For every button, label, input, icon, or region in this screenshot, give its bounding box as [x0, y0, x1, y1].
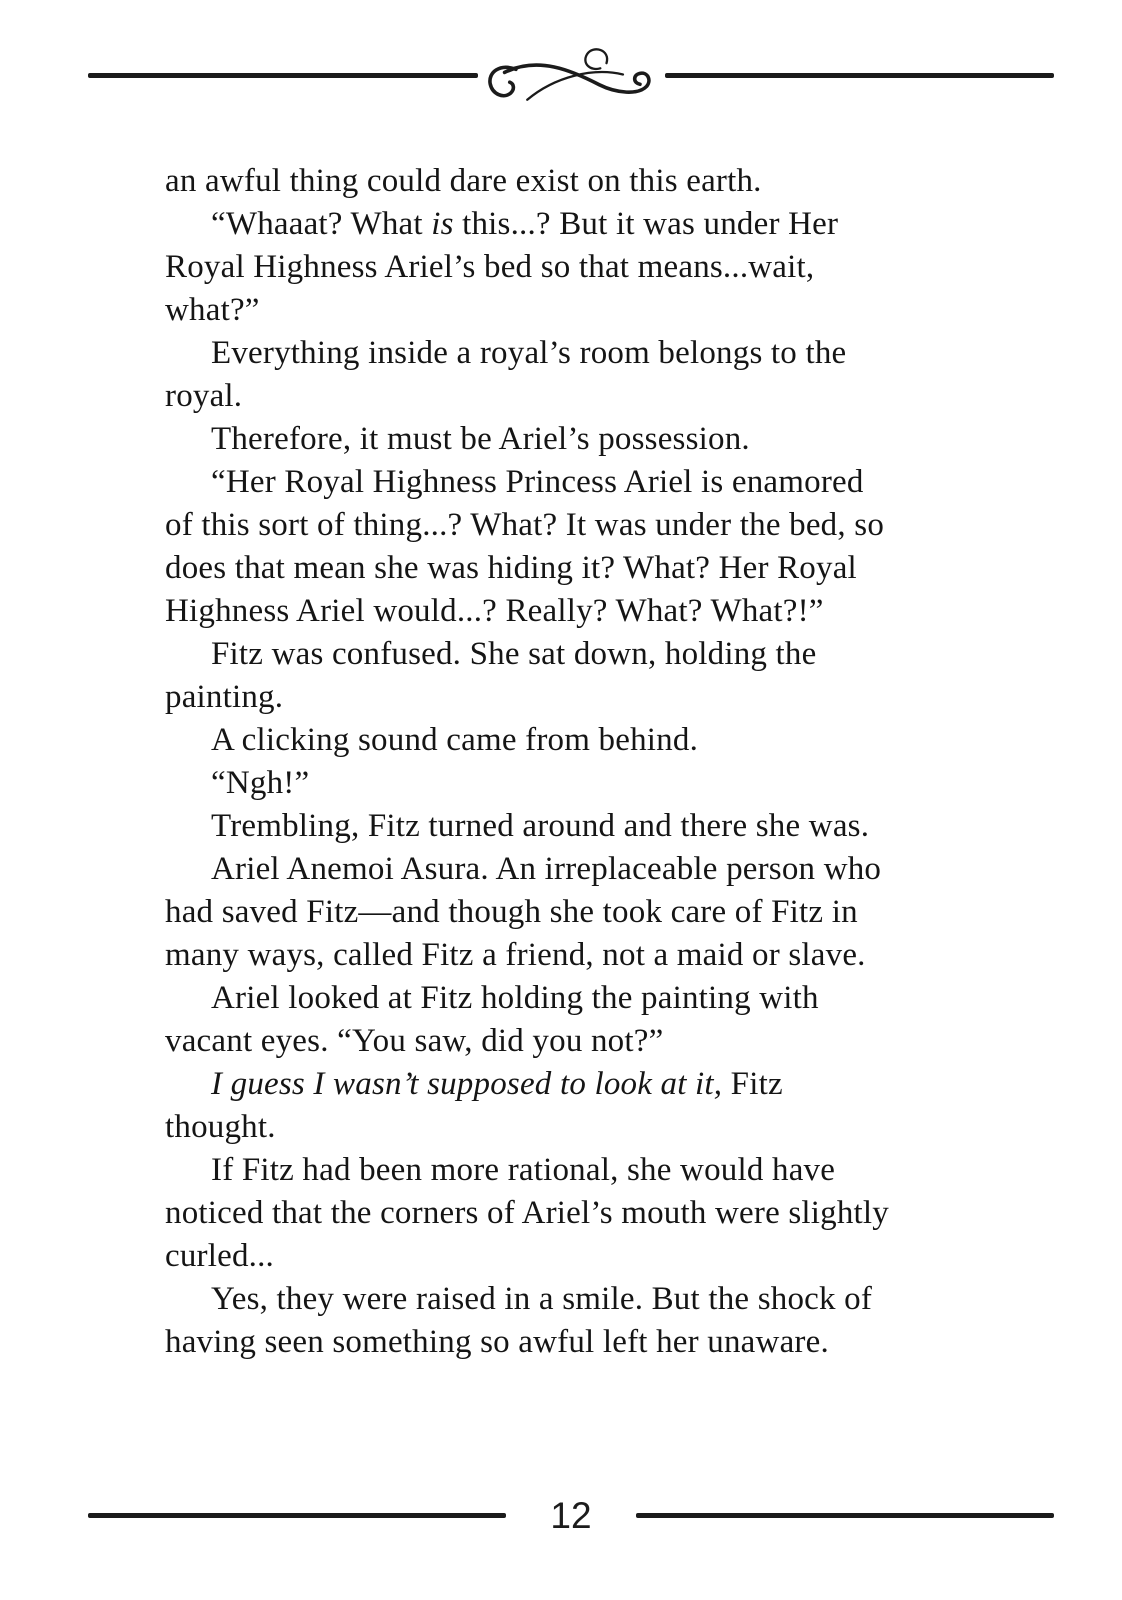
text-line: “Whaaat? What is this...? But it was under Her — [211, 206, 839, 242]
text-line: Therefore, it must be Ariel’s possession. — [211, 421, 750, 457]
text-line: having seen something so awful left her unaware. — [165, 1324, 829, 1360]
text-line: many ways, called Fitz a friend, not a maid or slave. — [165, 937, 866, 973]
text-line: Ariel Anemoi Asura. An irreplaceable person who — [211, 851, 882, 887]
text-line: If Fitz had been more rational, she would have — [211, 1152, 836, 1188]
text-line: Highness Ariel would...? Really? What? What?!” — [165, 593, 824, 629]
text-line: A clicking sound came from behind. — [211, 722, 699, 758]
text-line: curled... — [165, 1238, 275, 1274]
header-rule-right-line — [665, 73, 1055, 78]
header-rule — [88, 35, 1054, 115]
text-line: noticed that the corners of Ariel’s mouth were slightly — [165, 1195, 889, 1231]
footer-rule-left-line — [88, 1513, 506, 1518]
calligraphic-flourish-icon — [484, 35, 659, 115]
text-line: royal. — [165, 378, 243, 414]
text-line: of this sort of thing...? What? It was under the bed, so — [165, 507, 885, 543]
text-line: Fitz was confused. She sat down, holding the — [211, 636, 817, 672]
page-number: 12 — [550, 1494, 592, 1536]
text-line: does that mean she was hiding it? What? Her Royal — [165, 550, 857, 586]
footer-rule — [88, 1483, 1054, 1547]
text-line: Yes, they were raised in a smile. But the shock of — [211, 1281, 873, 1317]
text-line: an awful thing could dare exist on this earth. — [165, 163, 762, 199]
text-line: Trembling, Fitz turned around and there she was. — [211, 808, 870, 844]
text-line: Everything inside a royal’s room belongs to the — [211, 335, 847, 371]
text-line: thought. — [165, 1109, 276, 1145]
text-line: I guess I wasn’t supposed to look at it, Fitz — [211, 1066, 783, 1102]
footer-rule-right-line — [636, 1513, 1054, 1518]
text-line: had saved Fitz—and though she took care of Fitz in — [165, 894, 858, 930]
text-line: vacant eyes. “You saw, did you not?” — [165, 1023, 664, 1059]
text-line: Ariel looked at Fitz holding the painting with — [211, 980, 819, 1016]
text-line: what?” — [165, 292, 260, 328]
text-line: Royal Highness Ariel’s bed so that means...wait, — [165, 249, 815, 285]
text-line: “Ngh!” — [211, 765, 310, 801]
text-line: painting. — [165, 679, 284, 715]
text-line: “Her Royal Highness Princess Ariel is enamored — [211, 464, 864, 500]
header-rule-left-line — [88, 73, 478, 78]
body-text — [165, 160, 965, 1364]
